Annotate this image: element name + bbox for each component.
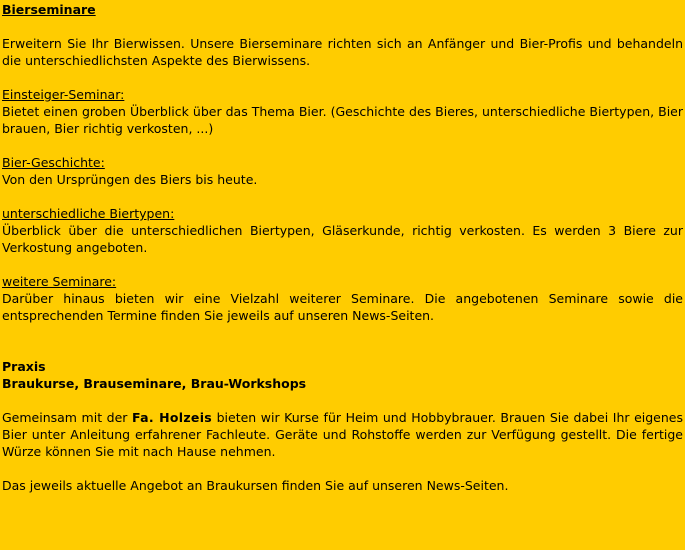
praxis-title: Praxis [2,359,46,374]
bierseminare-title: Bierseminare [2,2,96,17]
seminar-heading: Einsteiger-Seminar: [2,87,125,102]
seminar-section-geschichte [2,154,683,188]
praxis-text-after: bieten wir Kurse für Heim und Hobbybrauer. Brauen Sie dabei Ihr eigenes Bier unter Anleitung erfahrener Fachleute. Geräte und Rohstoffe werden zur Verfügung gestellt. Die fertige Würze können Sie mit nach Hause nehmen. [2,410,683,459]
seminar-heading: Bier-Geschichte: [2,155,105,170]
seminar-heading: weitere Seminare: [2,274,117,289]
praxis-text-before: Gemeinsam mit der [2,410,132,425]
bierseminare-header [2,1,683,18]
seminar-section-biertypen [2,205,683,256]
company-name: Fa. Holzeis [131,410,213,425]
praxis-header [2,358,683,392]
praxis-paragraph-2: Das jeweils aktuelle Angebot an Braukursen finden Sie auf unseren News-Seiten. [2,478,509,493]
praxis-subtitle: Braukurse, Brauseminare, Brau-Workshops [2,376,307,391]
bierseminare-intro: Erweitern Sie Ihr Bierwissen. Unsere Bierseminare richten sich an Anfänger und Bier-Profis und behandeln die unterschiedlichsten Aspekte des Bierwissens. [2,36,683,68]
seminar-text: Darüber hinaus bieten wir eine Vielzahl weiterer Seminare. Die angebotenen Seminare sowie die entsprechenden Termine finden Sie jeweils auf unseren News-Seiten. [2,291,683,323]
seminar-text: Überblick über die unterschiedlichen Biertypen, Gläserkunde, richtig verkosten. Es werden 3 Biere zur Verkostung angeboten. [2,223,683,255]
seminar-section-weitere [2,273,683,324]
seminar-section-einsteiger [2,86,683,137]
section-spacer [2,341,683,358]
seminar-text: Bietet einen groben Überblick über das Thema Bier. (Geschichte des Bieres, unterschiedliche Biertypen, Bier brauen, Bier richtig verkosten, ...) [2,104,683,136]
seminar-heading: unterschiedliche Biertypen: [2,206,175,221]
seminar-text: Von den Ursprüngen des Biers bis heute. [2,172,258,187]
praxis-paragraph-1 [2,409,683,460]
